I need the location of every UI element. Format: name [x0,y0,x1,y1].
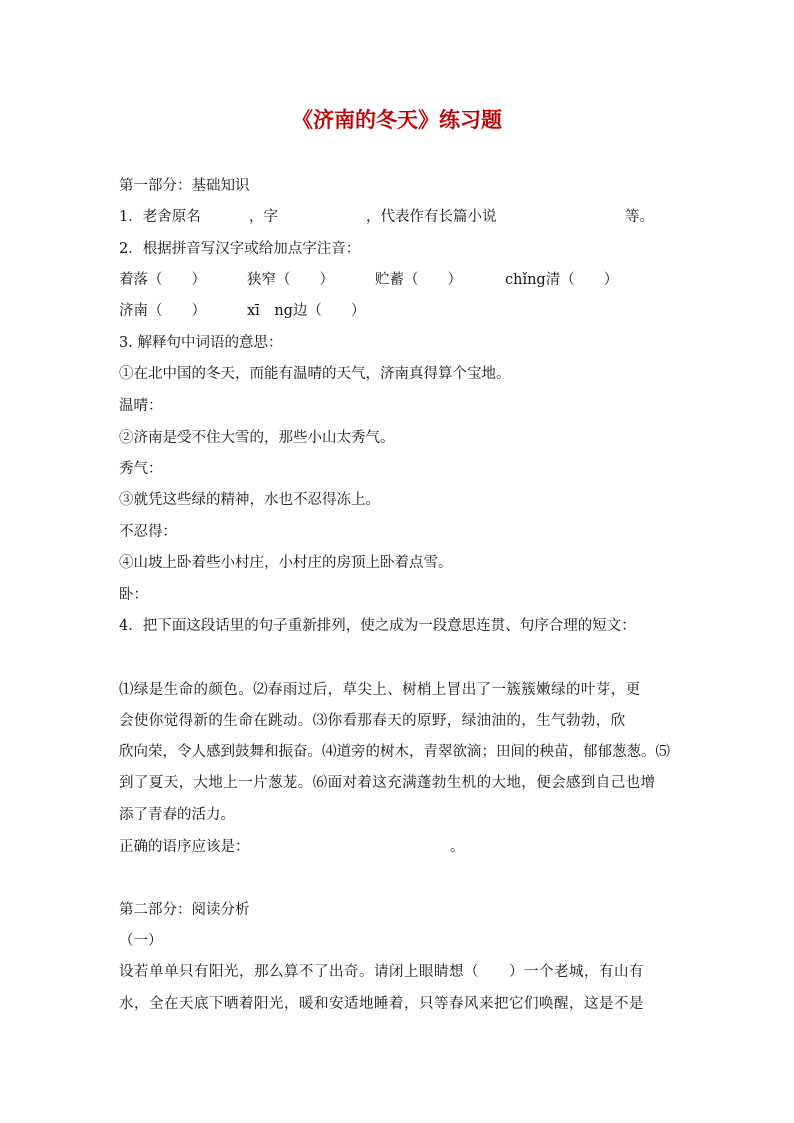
q4-paragraph-line-2: 会使你觉得新的生命在跳动。⑶你看那春天的原野，绿油油的，生气勃勃，欣 [119,713,626,729]
q4-paragraph-line-5: 添了青春的活力。 [119,807,235,823]
reading-line-2: 水，全在天底下晒着阳光，暖和安适地睡着，只等春风来把它们唤醒，这是不是 [119,996,644,1012]
q1-text-a: 1．老舍原名 [119,209,201,225]
q3-sentence-4: ④山坡上卧着些小村庄，小村庄的房顶上卧着点雪。 [119,555,453,571]
q2-item-6: xī ng边（ ） [247,303,366,319]
question-2-stem: 2．根据拼音写汉字或给加点字注音： [119,241,361,257]
q3-word-2: 秀气： [119,461,163,477]
q2-item-4: chǐng清（ ） [505,272,619,288]
q3-word-1: 温晴： [119,398,163,414]
q3-sentence-3: ③就凭这些绿的精神，水也不忍得冻上。 [119,492,380,508]
q2-item-2: 狭窄（ ） [247,272,334,288]
q1-text-d: 等。 [625,209,654,225]
q4-answer-end: 。 [450,839,465,855]
q3-word-3: 不忍得： [119,524,177,540]
q2-item-1: 着落（ ） [119,272,206,288]
q2-item-3: 贮蓄（ ） [375,272,462,288]
q4-answer-line [119,837,679,857]
q3-sentence-1: ①在北中国的冬天，而能有温晴的天气，济南真得算个宝地。 [119,366,511,382]
question-3-stem: 3. 解释句中词语的意思： [119,335,283,351]
part1-heading: 第一部分：基础知识 [119,178,250,194]
question-2-row-1 [119,270,679,290]
q4-paragraph-line-3: 欣向荣，令人感到鼓舞和振奋。⑷道旁的树木，青翠欲滴；田间的秧苗，郁郁葱葱。⑸ [119,744,670,760]
reading-line-1: 设若单单只有阳光，那么算不了出奇。请闭上眼睛想（ ）一个老城，有山有 [119,964,644,980]
q1-text-b: ，字 [249,209,278,225]
q4-paragraph-line-4: 到了夏天，大地上一片葱茏。⑹面对着这充满蓬勃生机的大地，便会感到自己也增 [119,775,656,791]
question-2-row-2 [119,301,679,321]
q1-text-c: ，代表作有长篇小说 [366,209,497,225]
question-4-stem: 4．把下面这段话里的句子重新排列，使之成为一段意思连贯、句序合理的短文： [119,618,636,634]
q3-word-4: 卧： [119,587,148,603]
q2-item-5: 济南（ ） [119,303,206,319]
q4-paragraph-line-1: ⑴绿是生命的颜色。⑵春雨过后，草尖上、树梢上冒出了一簇簇嫩绿的叶芽，更 [119,682,641,698]
q4-answer-label: 正确的语序应该是： [119,839,250,855]
reading-section-label: （一） [119,933,163,949]
q3-sentence-2: ②济南是受不住大雪的，那些小山太秀气。 [119,430,395,446]
question-1 [119,207,679,227]
document-title: 《济南的冬天》练习题 [292,107,502,132]
part2-heading: 第二部分：阅读分析 [119,902,250,918]
